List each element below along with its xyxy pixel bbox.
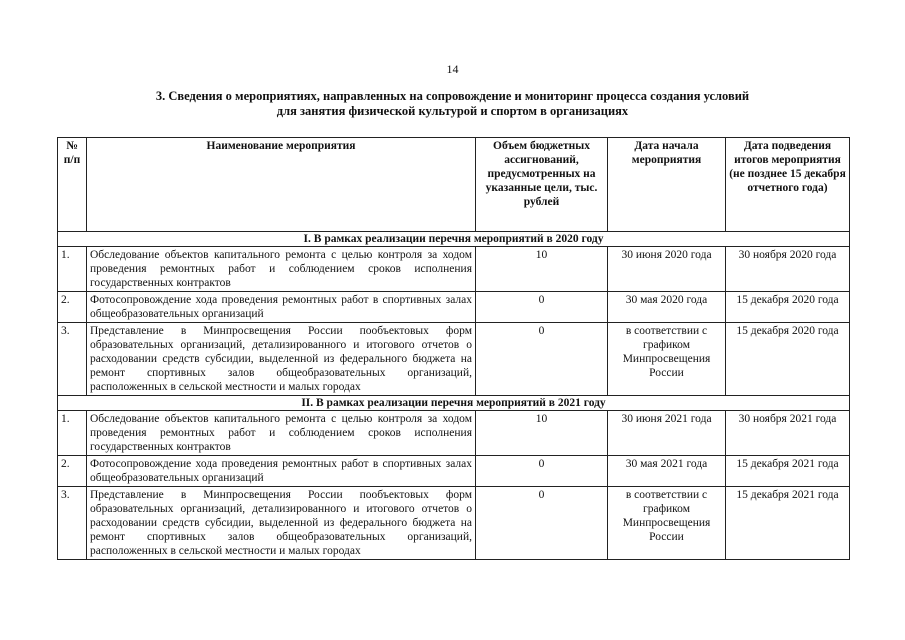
table-row [58, 487, 850, 560]
row-name: Фотосопровождение хода проведения ремонтных работ в спортивных залах общеобразовательных организаций [87, 292, 476, 323]
header-start-date: Дата начала мероприятия [608, 138, 726, 232]
table-row [58, 323, 850, 396]
row-start-date: в соответствии с графиком Минпросвещения России [608, 323, 726, 396]
row-budget: 10 [476, 411, 608, 456]
header-end-date: Дата подведения итогов мероприятия (не позднее 15 декабря отчетного года) [726, 138, 850, 232]
row-end-date: 15 декабря 2020 года [726, 292, 850, 323]
events-table [57, 137, 850, 560]
row-name: Обследование объектов капитального ремонта с целью контроля за ходом проведения ремонтных работ и соблюдением сроков исполнения государственных контрактов [87, 247, 476, 292]
row-start-date: 30 мая 2021 года [608, 456, 726, 487]
table-row [58, 247, 850, 292]
row-name: Фотосопровождение хода проведения ремонтных работ в спортивных залах общеобразовательных организаций [87, 456, 476, 487]
table-row [58, 292, 850, 323]
header-name: Наименование мероприятия [87, 138, 476, 232]
header-budget: Объем бюджетных ассигнований, предусмотренных на указанные цели, тыс. рублей [476, 138, 608, 232]
table-row [58, 411, 850, 456]
table-header-row [58, 138, 850, 232]
table-row [58, 456, 850, 487]
section-heading-row [58, 232, 850, 247]
document-title [100, 89, 805, 119]
page-number: 14 [446, 62, 459, 76]
row-start-date: в соответствии с графиком Минпросвещения России [608, 487, 726, 560]
section-title: I. В рамках реализации перечня мероприятий в 2020 году [58, 232, 850, 247]
row-budget: 0 [476, 456, 608, 487]
row-end-date: 30 ноября 2021 года [726, 411, 850, 456]
section-heading-row [58, 396, 850, 411]
row-end-date: 30 ноября 2020 года [726, 247, 850, 292]
row-end-date: 15 декабря 2021 года [726, 456, 850, 487]
section-title: II. В рамках реализации перечня мероприятий в 2021 году [58, 396, 850, 411]
row-end-date: 15 декабря 2020 года [726, 323, 850, 396]
row-num: 1. [58, 247, 87, 292]
row-start-date: 30 мая 2020 года [608, 292, 726, 323]
row-num: 3. [58, 323, 87, 396]
document-title-line-2: для занятия физической культурой и спортом в организациях [276, 104, 629, 118]
row-num: 3. [58, 487, 87, 560]
row-name: Обследование объектов капитального ремонта с целью контроля за ходом проведения ремонтных работ и соблюдением сроков исполнения государственных контрактов [87, 411, 476, 456]
row-num: 1. [58, 411, 87, 456]
row-start-date: 30 июня 2021 года [608, 411, 726, 456]
row-start-date: 30 июня 2020 года [608, 247, 726, 292]
section-2021 [58, 396, 850, 560]
document-title-line-1: 3. Сведения о мероприятиях, направленных на сопровождение и мониторинг процесса создания условий [155, 89, 750, 103]
row-budget: 10 [476, 247, 608, 292]
row-num: 2. [58, 292, 87, 323]
section-2020 [58, 232, 850, 396]
row-num: 2. [58, 456, 87, 487]
row-budget: 0 [476, 487, 608, 560]
row-name: Представление в Минпросвещения России пообъектовых форм образовательных организаций, детализированного и итогового отчетов о расходовании средств субсидии, выделенной из федерального бюджета на ремонт спортивных залов общеобразовательных организаций, расположенных в сельской местности и малых городах [87, 323, 476, 396]
row-name: Представление в Минпросвещения России пообъектовых форм образовательных организаций, детализированного и итогового отчетов о расходовании средств субсидии, выделенной из федерального бюджета на ремонт спортивных залов общеобразовательных организаций, расположенных в сельской местности и малых городах [87, 487, 476, 560]
row-budget: 0 [476, 323, 608, 396]
row-end-date: 15 декабря 2021 года [726, 487, 850, 560]
header-num: № п/п [58, 138, 87, 232]
row-budget: 0 [476, 292, 608, 323]
